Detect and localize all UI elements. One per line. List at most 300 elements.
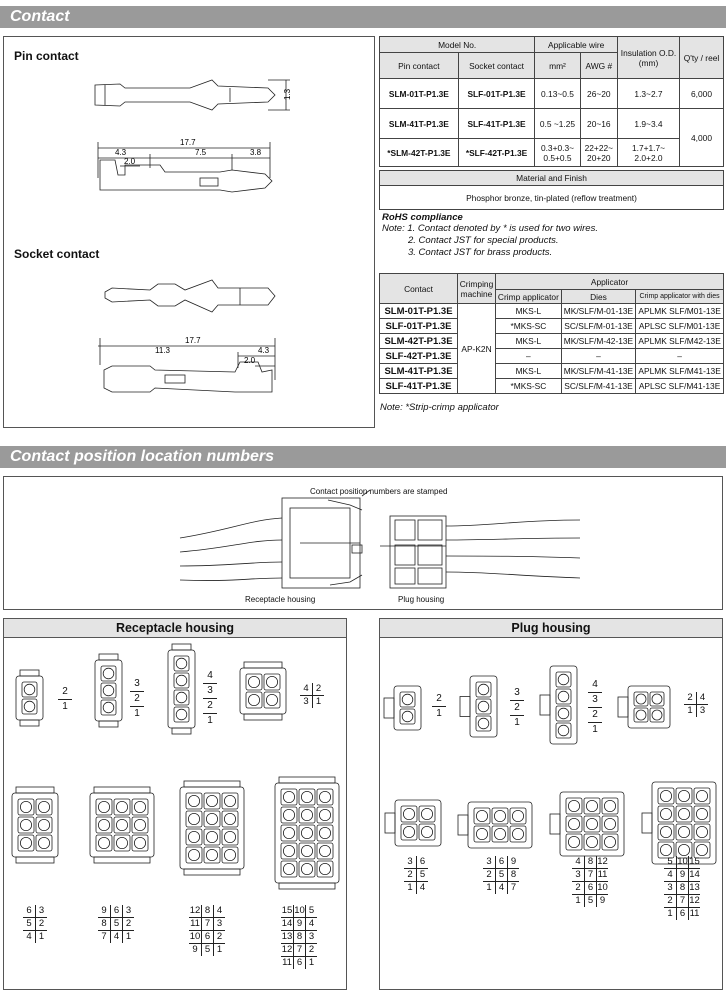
applicator-note: Note: *Strip-crimp applicator <box>380 402 499 413</box>
num: 2 <box>312 683 324 695</box>
receptacle-diagram-label: Receptacle housing <box>245 595 316 604</box>
plug-9-pin-hole <box>512 810 523 821</box>
rec-15-pin-hole <box>319 791 330 802</box>
plug-15-pin-hole <box>696 826 707 837</box>
num: 2 <box>486 869 492 880</box>
cell: APLSC SLF/M01-13E <box>636 319 724 334</box>
num: 14 <box>689 869 700 880</box>
plug-num-4dual <box>684 692 708 717</box>
plug-3-body <box>470 676 497 737</box>
rec-3-pin-hole <box>103 702 114 713</box>
rec-num-4dual <box>300 683 324 708</box>
rec-4-pin-hole <box>176 692 187 703</box>
h-applicator: Applicator <box>496 274 724 290</box>
rec-15-pin-hole <box>319 827 330 838</box>
plug-15-pin-hole <box>696 790 707 801</box>
num: 5 <box>110 918 122 930</box>
num: 12 <box>689 895 700 906</box>
stamped-label: Contact position numbers are stamped <box>310 487 448 496</box>
pin-dim-6: 3.8 <box>250 148 262 157</box>
num: 2 <box>203 699 217 714</box>
num: 4 <box>667 869 673 880</box>
cell: 4,000 <box>680 109 724 167</box>
cell: MKS-L <box>496 364 562 379</box>
num: 2 <box>213 931 225 943</box>
rec-12-pin-hole <box>224 849 235 860</box>
h-qty: Q'ty / reel <box>680 37 724 79</box>
h-wire: Applicable wire <box>535 37 618 53</box>
rec-12-pin-hole <box>224 831 235 842</box>
rec-12-latch-bottom <box>184 869 240 875</box>
num: 6 <box>676 908 688 920</box>
num: 7 <box>201 918 213 930</box>
material-header: Material and Finish <box>380 171 724 186</box>
rec-12-pin-hole <box>188 831 199 842</box>
pin-contact-label: Pin contact <box>14 49 79 63</box>
cell: – <box>496 349 562 364</box>
plug-3-pin-hole <box>478 701 489 712</box>
rec-9-pin-hole <box>134 801 145 812</box>
rec-3-latch-bottom <box>99 721 118 727</box>
rec-15-pin-hole <box>301 809 312 820</box>
num: 6 <box>26 905 32 916</box>
num: 9 <box>507 856 519 868</box>
rec-12-pin-hole <box>206 831 217 842</box>
num: 3 <box>510 686 524 701</box>
num: 6 <box>293 957 305 969</box>
cell: SLF-01T-P1.3E <box>380 319 458 334</box>
rec-3-pin-hole <box>103 685 114 696</box>
plug-12-pin-hole <box>604 836 615 847</box>
plug-grid-12 <box>572 856 608 907</box>
rec-9-pin-hole <box>116 837 127 848</box>
plug-4-pin-hole <box>558 725 569 736</box>
plug-15-pin-hole <box>660 844 671 855</box>
num: 8 <box>293 931 305 943</box>
num: 4 <box>305 918 317 930</box>
num: 3 <box>575 869 581 880</box>
num: 3 <box>35 905 47 917</box>
rec-4dual-body <box>240 668 286 714</box>
h-crimp: Crimp applicator <box>496 290 562 304</box>
h-ins: Insulation O.D. (mm) <box>618 37 680 79</box>
h-socket: Socket contact <box>458 53 535 79</box>
num: 10 <box>677 856 688 867</box>
num: 2 <box>432 692 446 707</box>
cell-line: 2.0+2.0 <box>634 152 663 163</box>
rec-6-pin-hole <box>38 801 49 812</box>
rec-grid-9 <box>98 905 134 943</box>
cell: SLF-41T-P1.3E <box>380 379 458 394</box>
num: 4 <box>26 931 32 942</box>
rec-num-4 <box>203 669 217 728</box>
num: 1 <box>62 701 68 712</box>
num: 3 <box>305 931 317 943</box>
contact-section-title: Contact <box>10 8 70 25</box>
plug-4dual-pin-hole <box>652 694 662 704</box>
num: 5 <box>201 944 213 956</box>
rec-15-latch-top <box>279 777 335 783</box>
num: 10 <box>189 931 201 942</box>
num: 3 <box>213 918 225 930</box>
rec-4dual-latch-top <box>244 662 282 668</box>
cell: 20~16 <box>580 109 617 139</box>
rec-4dual-pin-hole <box>248 676 259 687</box>
num: 8 <box>507 869 519 881</box>
cell: *MKS-SC <box>496 379 562 394</box>
rec-15-pin-hole <box>301 863 312 874</box>
cell: MKS-L <box>496 304 562 319</box>
cell: *SLF-42T-P1.3E <box>458 139 535 167</box>
rec-3-body <box>95 660 122 721</box>
cell-line: 22+22~ <box>584 142 614 153</box>
cell: 0.13~0.5 <box>535 79 580 109</box>
rec-4-body <box>168 650 195 728</box>
plug-12-latch <box>550 814 560 834</box>
plug-4-pin-hole <box>558 708 569 719</box>
rec-12-pin-hole <box>188 849 199 860</box>
num: 5 <box>26 918 32 929</box>
cell: APLSC SLF/M41-13E <box>636 379 724 394</box>
rec-15-pin-hole <box>283 809 294 820</box>
socket-dim-4: 2.0 <box>244 356 256 365</box>
plug-num-3 <box>510 686 524 730</box>
cell-line: 1.7+1.7~ <box>631 142 666 153</box>
rec-3-pin-hole <box>103 668 114 679</box>
num: 1 <box>35 931 47 943</box>
socket-dim-1: 17.7 <box>185 336 201 345</box>
pin-dim-5: 7.5 <box>195 148 207 157</box>
plug-15-pin-hole <box>678 790 689 801</box>
rec-12-pin-hole <box>206 813 217 824</box>
num: 3 <box>303 696 309 707</box>
plug-9-pin-hole <box>476 810 487 821</box>
num: 14 <box>281 918 293 929</box>
plug-4-pin-hole <box>558 674 569 685</box>
receptacle-title: Receptacle housing <box>3 618 347 638</box>
num: 9 <box>596 895 608 907</box>
num: 9 <box>676 869 688 881</box>
plug-15-pin-hole <box>660 826 671 837</box>
num: 1 <box>213 944 225 956</box>
num: 7 <box>293 944 305 956</box>
plug-15-pin-hole <box>696 808 707 819</box>
num: 1 <box>207 715 213 726</box>
plug-4-pin-hole <box>558 691 569 702</box>
h-dies: Dies <box>561 290 635 304</box>
plug-12-pin-hole <box>568 818 579 829</box>
plug-4dual-latch <box>618 697 628 717</box>
h-pin: Pin contact <box>380 53 459 79</box>
rec-9-pin-hole <box>98 837 109 848</box>
cell: MKS-L <box>496 334 562 349</box>
num: 15 <box>689 856 700 867</box>
rec-4-latch-top <box>172 644 191 650</box>
rec-num-2 <box>58 685 72 714</box>
plug-6-pin-hole <box>403 808 414 819</box>
num: 2 <box>130 692 144 707</box>
plug-12-pin-hole <box>568 836 579 847</box>
cell: SC/SLF/M-01-13E <box>561 319 635 334</box>
num: 5 <box>305 905 317 917</box>
cell: 26~20 <box>580 79 617 109</box>
plug-6-pin-hole <box>421 826 432 837</box>
num: 2 <box>407 869 413 880</box>
num: 2 <box>575 882 581 893</box>
num: 1 <box>407 882 413 893</box>
num: 8 <box>584 856 596 868</box>
socket-dim-3: 4.3 <box>258 346 270 355</box>
cell-line: 0.3+0.3~ <box>540 142 575 153</box>
rec-2-latch-bottom <box>20 720 39 726</box>
num: 2 <box>58 685 72 700</box>
rec-12-pin-hole <box>188 813 199 824</box>
num: 4 <box>575 856 581 867</box>
plug-2-latch <box>384 698 394 718</box>
cell: SLM-01T-P1.3E <box>380 79 459 109</box>
rec-grid-6 <box>23 905 47 943</box>
num: 7 <box>101 931 107 942</box>
num: 2 <box>667 895 673 906</box>
rec-6-pin-hole <box>38 819 49 830</box>
num: 1 <box>592 724 598 735</box>
plug-9-pin-hole <box>494 810 505 821</box>
num: 2 <box>122 918 134 930</box>
num: 3 <box>667 882 673 893</box>
num: 10 <box>597 882 608 893</box>
plug-4dual-pin-hole <box>636 710 646 720</box>
plug-6-latch <box>385 813 395 833</box>
plug-15-pin-hole <box>678 826 689 837</box>
plug-4-latch <box>540 695 550 715</box>
num: 13 <box>281 931 293 942</box>
cell: APLMK SLF/M41-13E <box>636 364 724 379</box>
rec-15-pin-hole <box>301 845 312 856</box>
num: 11 <box>190 918 200 929</box>
rec-9-pin-hole <box>134 819 145 830</box>
rec-12-pin-hole <box>188 795 199 806</box>
plug-9-latch <box>458 815 468 835</box>
rec-4dual-latch-bottom <box>244 714 282 720</box>
h-cad: Crimp applicator with dies <box>636 290 724 304</box>
pin-dim-4: 2.0 <box>124 157 136 166</box>
plug-title: Plug housing <box>379 618 723 638</box>
cell: 0.5 ~1.25 <box>535 109 580 139</box>
num: 9 <box>293 918 305 930</box>
num: 11 <box>689 908 700 919</box>
rec-12-pin-hole <box>206 849 217 860</box>
rohs-note-2: 2. Contact JST for special products. <box>408 235 559 246</box>
rec-15-body <box>275 783 339 883</box>
num: 15 <box>281 905 293 916</box>
plug-3-pin-hole <box>478 718 489 729</box>
cell: – <box>636 349 724 364</box>
cell: 1.9~3.4 <box>618 109 680 139</box>
plug-2-pin-hole <box>402 711 413 722</box>
plug-9-pin-hole <box>476 828 487 839</box>
rec-4dual-pin-hole <box>266 676 277 687</box>
rec-4-pin-hole <box>176 658 187 669</box>
num: 12 <box>281 944 293 955</box>
pin-dim-3: 4.3 <box>115 148 127 157</box>
plug-9-pin-hole <box>494 828 505 839</box>
rec-4dual-pin-hole <box>248 694 259 705</box>
num: 1 <box>514 717 520 728</box>
cell: SLM-41T-P1.3E <box>380 364 458 379</box>
cell: SLF-01T-P1.3E <box>458 79 535 109</box>
rec-9-latch-bottom <box>94 857 150 863</box>
plug-12-pin-hole <box>586 800 597 811</box>
num: 12 <box>189 905 201 916</box>
num: 4 <box>213 905 225 917</box>
plug-grid-6 <box>404 856 428 894</box>
plug-12-pin-hole <box>604 800 615 811</box>
rec-num-3 <box>130 677 144 721</box>
num: 7 <box>584 869 596 881</box>
material-value: Phosphor bronze, tin-plated (reflow treatment) <box>380 186 724 210</box>
cell-line: 20+20 <box>587 152 611 163</box>
machine-cell: AP-K2N <box>458 304 496 394</box>
rec-6-pin-hole <box>38 837 49 848</box>
rec-15-pin-hole <box>283 863 294 874</box>
plug-12-body <box>560 792 624 856</box>
num: 4 <box>303 683 309 694</box>
cell: 6,000 <box>680 79 724 109</box>
rec-2-body <box>16 676 43 720</box>
cell: MK/SLF/M-01-13E <box>561 304 635 319</box>
num: 2 <box>510 701 524 716</box>
rec-2-latch-top <box>20 670 39 676</box>
num: 2 <box>687 692 693 703</box>
cell: SLM-01T-P1.3E <box>380 304 458 319</box>
rec-15-pin-hole <box>301 791 312 802</box>
num: 5 <box>495 869 507 881</box>
h-machine: Crimping machine <box>458 274 496 304</box>
plug-15-pin-hole <box>696 844 707 855</box>
plug-num-4 <box>588 678 602 737</box>
plug-15-pin-hole <box>660 790 671 801</box>
num: 4 <box>495 882 507 894</box>
rec-12-pin-hole <box>224 795 235 806</box>
rec-9-pin-hole <box>116 801 127 812</box>
num: 6 <box>584 882 596 894</box>
cell: MK/SLF/M-41-13E <box>561 364 635 379</box>
num: 1 <box>486 882 492 893</box>
plug-grid-9 <box>483 856 519 894</box>
num: 3 <box>130 677 144 692</box>
num: 3 <box>486 856 492 867</box>
plug-6-body <box>395 800 441 846</box>
num: 11 <box>282 957 292 968</box>
num: 1 <box>312 696 324 708</box>
num: 3 <box>407 856 413 867</box>
rec-6-latch-top <box>16 787 54 793</box>
num: 2 <box>35 918 47 930</box>
rec-9-pin-hole <box>98 819 109 830</box>
plug-9-pin-hole <box>512 828 523 839</box>
socket-dim-2: 11.3 <box>155 346 170 355</box>
rec-grid-15 <box>281 905 317 969</box>
rec-15-pin-hole <box>283 791 294 802</box>
rec-6-pin-hole <box>20 819 31 830</box>
rec-15-pin-hole <box>319 809 330 820</box>
num: 13 <box>689 882 700 893</box>
num: 6 <box>201 931 213 943</box>
num: 9 <box>192 944 198 955</box>
pin-dim-2: 17.7 <box>180 138 196 147</box>
plug-12-pin-hole <box>568 800 579 811</box>
num: 4 <box>588 678 602 693</box>
rec-4-latch-bottom <box>172 728 191 734</box>
rec-grid-12 <box>189 905 225 956</box>
cell: SLF-42T-P1.3E <box>380 349 458 364</box>
rec-9-pin-hole <box>98 801 109 812</box>
num: 6 <box>495 856 507 868</box>
plug-15-latch <box>642 813 652 833</box>
num: 7 <box>507 882 519 894</box>
plug-2-body <box>394 686 421 730</box>
cell: MK/SLF/M-42-13E <box>561 334 635 349</box>
rohs-title: RoHS compliance <box>382 212 463 223</box>
rohs-note-1: Note: 1. Contact denoted by * is used for two wires. <box>382 223 598 234</box>
cell: 1.3~2.7 <box>618 79 680 109</box>
h-contact: Contact <box>380 274 458 304</box>
rec-15-pin-hole <box>319 863 330 874</box>
rec-6-body <box>12 793 58 857</box>
rec-6-pin-hole <box>20 801 31 812</box>
num: 3 <box>203 684 217 699</box>
plug-6-pin-hole <box>403 826 414 837</box>
num: 3 <box>696 705 708 717</box>
rec-9-latch-top <box>94 787 150 793</box>
plug-15-pin-hole <box>660 808 671 819</box>
rec-2-pin-hole <box>24 684 35 695</box>
plug-3-latch <box>460 697 470 717</box>
position-section-title: Contact position location numbers <box>10 448 275 465</box>
num: 8 <box>101 918 107 929</box>
num: 1 <box>667 908 673 919</box>
num: 4 <box>416 882 428 894</box>
rec-4-pin-hole <box>176 709 187 720</box>
rec-12-latch-top <box>184 781 240 787</box>
num: 2 <box>305 944 317 956</box>
num: 6 <box>110 905 122 917</box>
socket-contact-label: Socket contact <box>14 247 100 261</box>
num: 12 <box>597 856 608 867</box>
cell-line: 0.5+0.5 <box>543 152 572 163</box>
cell: SLM-41T-P1.3E <box>380 109 459 139</box>
num: 1 <box>575 895 581 906</box>
plug-15-pin-hole <box>678 844 689 855</box>
num: 9 <box>101 905 107 916</box>
rec-6-pin-hole <box>20 837 31 848</box>
num: 2 <box>588 708 602 723</box>
rec-9-pin-hole <box>116 819 127 830</box>
rec-15-pin-hole <box>319 845 330 856</box>
rec-2-pin-hole <box>24 701 35 712</box>
plug-grid-15 <box>664 856 700 920</box>
num: 4 <box>696 692 708 704</box>
cell: SC/SLF/M-41-13E <box>561 379 635 394</box>
num: 1 <box>436 708 442 719</box>
num: 1 <box>122 931 134 943</box>
num: 1 <box>687 705 693 716</box>
h-mm: mm² <box>535 53 580 79</box>
plug-12-pin-hole <box>586 836 597 847</box>
num: 3 <box>588 693 602 708</box>
num: 3 <box>122 905 134 917</box>
plug-3-pin-hole <box>478 684 489 695</box>
